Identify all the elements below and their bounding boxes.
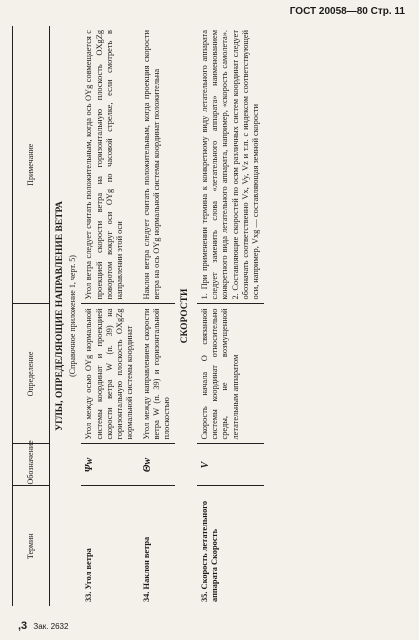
col-symbol: Обозначение: [13, 444, 50, 486]
section-title: УГЛЫ, ОПРЕДЕЛЯЮЩИЕ НАПРАВЛЕНИЕ ВЕТРА: [55, 201, 65, 431]
table-header-row: [13, 26, 50, 606]
section-title: СКОРОСТИ: [180, 288, 191, 344]
note-cell: Наклон ветра следует считать положительным, когда проекция скорости ветра на ось OYg нормальной системы координат положительна: [141, 29, 161, 300]
table-row: [139, 26, 176, 606]
page-footer: [18, 620, 68, 632]
table-row: [197, 26, 265, 606]
definition-cell: Угол между направлением скорости ветра W (п. 39) и горизонтальной плоскостью: [139, 304, 176, 444]
table-row: [81, 26, 138, 606]
page-mark: ,3: [18, 620, 28, 632]
note-cell: Угол ветра следует считать положительным, когда ось OYg совмещается с проекцией скорости ветра на горизонтальную плоскость OXgZg поворотом вокруг оси OYg по часовой стрелке, если смотреть в направлении этой оси: [84, 29, 125, 300]
term-cell: 34. Наклон ветра: [139, 486, 176, 606]
rotated-table-page: [12, 26, 407, 606]
symbol-cell: Ψw: [81, 444, 138, 486]
page-header: ГОСТ 20058—80 Стр. 11: [289, 6, 405, 17]
symbol-cell: Θw: [139, 444, 176, 486]
col-definition: Определение: [13, 304, 50, 444]
order-number: Зак. 2632: [33, 622, 69, 631]
definition-cell: Угол между осью OYg нормальной системы координат и проекцией скорости ветра W (п. 39) на горизонтальную плоскость OXgZg нормальной системы координат: [81, 304, 138, 444]
note-cell: 1. При применении термина к конкретному виду летательного аппарата следует заменить слова «летательного аппарата» наименованием конкретного вида летательного аппарата, например, «скорость самолета». 2. Составляющие скоростей по осям различных систем координат следует обозначать соответственно Vx, Vy, Vz и т.п. с индексом соответствующей оси, например, Vxg — составляющая земной скорости: [199, 29, 261, 300]
symbol-cell: V: [197, 444, 265, 486]
term-cell: 33. Угол ветра: [81, 486, 138, 606]
col-note: Примечание: [13, 26, 50, 304]
definition-cell: Скорость начала O связанной системы координат относительно среды, не возмущенной летательным аппаратом: [197, 304, 265, 444]
terms-table: [12, 26, 264, 606]
term-cell: 35. Скорость летательного аппарата Скорость: [197, 486, 265, 606]
col-term: Термин: [13, 486, 50, 606]
section-subtitle: (Справочное приложение 1, черт. 5): [67, 255, 77, 377]
